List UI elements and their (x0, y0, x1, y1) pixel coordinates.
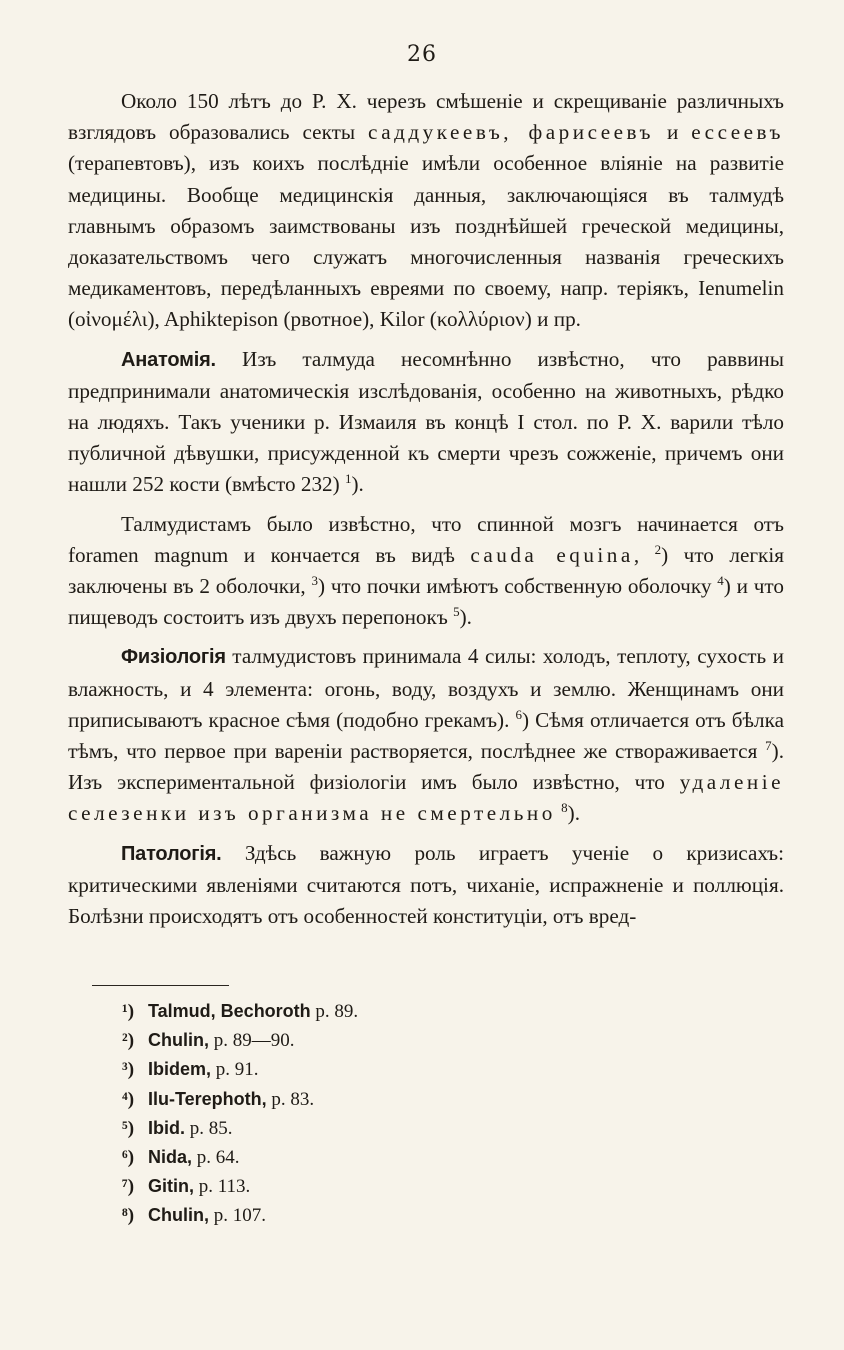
paragraph-talmudists (68, 509, 784, 634)
paragraph-text: (терапевтовъ), изъ коихъ послѣдніе имѣли особенное вліяніе на развитіе медицины. Вообще медицинскія данныя, заключающіяся въ талмудѣ главнымъ образомъ заимствованы изъ позднѣйшей греческой медицины, доказательствомъ чего служатъ многочисленныя названія греческихъ медикаментовъ, передѣланныхъ евреями по своему, напр. теріякъ, Ienumelin (οἰνομέλι), Aphiktepison (рвотное), Kilor (κολλύριον) и пр. (68, 151, 784, 332)
footnote-marker: ⁷) (122, 1176, 135, 1198)
footnote-ref: 6 (515, 706, 522, 722)
footnote-marker: ⁶) (122, 1147, 135, 1169)
footnote-source: Ilu-Terephoth, (148, 1088, 267, 1109)
footnote-item (122, 1085, 722, 1114)
footnote-item (122, 997, 722, 1026)
paragraph-text: ). (351, 472, 364, 497)
footnote-page: p. 91. (211, 1059, 259, 1081)
paragraph-text: Здѣсь важную роль играетъ ученіе о кризисахъ: критическими явленіями считаются потъ, чиханіе, испражненіе и поллюція. Болѣзни происходятъ отъ особенностей конституціи, отъ вред- (68, 840, 784, 929)
paragraph-text: и (654, 120, 692, 145)
footnote-marker: ¹) (122, 1001, 135, 1022)
paragraph-text: ) что легкія заключены въ 2 оболочки, (68, 542, 784, 599)
spaced-emphasis: удаленіе селезенки изъ организма не смертельно (68, 770, 784, 826)
footnote-source: Chulin, (148, 1030, 209, 1051)
footnote-marker: ⁴) (122, 1088, 135, 1110)
paragraph-text: ). (567, 801, 580, 826)
footnote-ref: 3 (311, 572, 318, 588)
footnote-ref: 5 (453, 604, 460, 620)
paragraph-physiology (68, 641, 784, 829)
footnote-page: p. 85. (185, 1117, 233, 1139)
footnote-ref: 8 (561, 800, 568, 816)
paragraph-text: ). (459, 605, 472, 630)
paragraph-text: ) Сѣмя отличается отъ бѣлка тѣмъ, что первое при вареніи растворяется, послѣднее же створаживается (68, 707, 785, 764)
footnote-page: p. 64. (192, 1147, 240, 1169)
footnote-ref: 4 (717, 572, 724, 588)
paragraph-text: Талмудистамъ было извѣстно, что спинной мозгъ начинается отъ foramen magnum и кончается въ видѣ (68, 511, 784, 567)
footnote-item (122, 1114, 722, 1143)
paragraph-text: Изъ талмуда несомнѣнно извѣстно, что раввины предпринимали анатомическія изслѣдованія, особенно на животныхъ, рѣдко на людяхъ. Такъ ученики р. Измаиля въ концѣ I стол. по Р. Х. варили тѣло публичной дѣвушки, присужденной къ смерти чрезъ сожженіе, причемъ они нашли 252 кости (вмѣсто 232) (68, 346, 784, 497)
footnote-separator (92, 985, 229, 986)
paragraph-text: ) что почки имѣютъ собственную оболочку (317, 574, 718, 599)
spaced-emphasis: cauda equina (470, 542, 634, 567)
paragraph-text: , (633, 542, 655, 567)
footnote-ref: 2 (654, 541, 662, 557)
paragraph-intro (68, 86, 784, 336)
paragraph-text: ) и что пищеводъ состоитъ изъ двухъ перепонокъ (68, 574, 784, 630)
footnote-page: p. 89—90. (209, 1030, 295, 1052)
section-heading-pathology: Патологія. (121, 842, 222, 865)
paragraph-text: талмудистовъ принимала 4 силы: холодъ, теплоту, сухость и влажность, и 4 элемента: огонь, воду, воздухъ и землю. Женщинамъ они приписываютъ красное сѣмя (подобно грекамъ). (68, 644, 784, 732)
page-number: 26 (407, 42, 437, 67)
spaced-emphasis: саддукеевъ, фарисеевъ (368, 120, 654, 145)
footnote-marker: ³) (122, 1059, 135, 1081)
footnote-page: p. 89. (310, 1001, 359, 1022)
footnote-item (122, 1201, 722, 1230)
spaced-emphasis: ессеевъ (691, 120, 784, 145)
footnote-source: Gitin, (148, 1176, 194, 1197)
body-text (68, 86, 784, 932)
footnote-marker: ²) (122, 1030, 135, 1052)
footnote-item (122, 1026, 722, 1055)
footnote-source: Ibidem, (148, 1059, 212, 1080)
footnote-page: p. 83. (266, 1088, 315, 1110)
footnote-page: p. 107. (209, 1205, 266, 1227)
footnote-item (122, 1172, 722, 1201)
footnote-source: Ibid. (148, 1117, 185, 1138)
footnote-item (122, 1055, 722, 1084)
footnote-source: Talmud, Bechoroth (148, 1001, 311, 1021)
footnote-source: Nida, (148, 1147, 193, 1168)
footnote-list (122, 997, 722, 1231)
section-heading-anatomy: Анатомія. (121, 348, 216, 371)
footnote-item (122, 1143, 722, 1172)
footnote-ref: 1 (345, 471, 352, 487)
paragraph-pathology (68, 838, 784, 933)
paragraph-text: Около 150 лѣтъ до Р. Х. черезъ смѣшеніе и скрещиваніе различныхъ взглядовъ образовались секты (68, 89, 784, 145)
footnote-marker: ⁵) (122, 1117, 135, 1139)
section-heading-physiology: Физіологія (121, 646, 226, 669)
footnote-source: Chulin, (148, 1205, 209, 1226)
footnote-marker: ⁸) (122, 1205, 135, 1227)
footnote-ref: 7 (765, 738, 772, 753)
paragraph-text: ). Изъ экспериментальной физіологіи имъ было извѣстно, что (68, 739, 784, 795)
footnote-page: p. 113. (194, 1176, 251, 1198)
paragraph-anatomy (68, 344, 784, 501)
